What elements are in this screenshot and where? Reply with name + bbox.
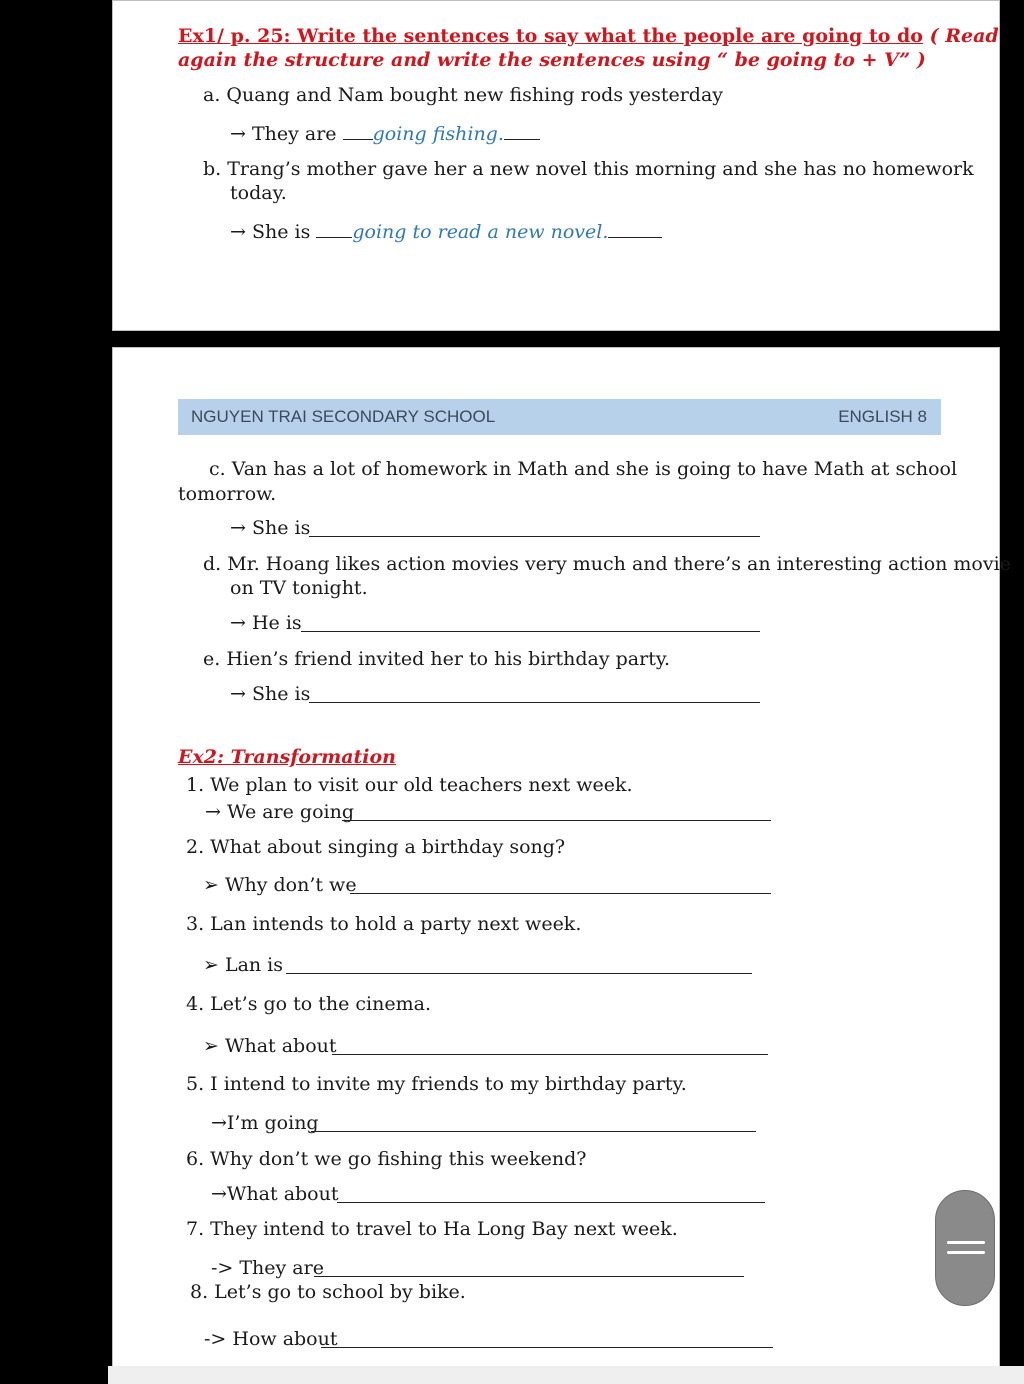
ex2-title: Ex2: Transformation xyxy=(178,746,396,768)
ex1-item-e-prompt: e. Hien’s friend invited her to his birthday party. xyxy=(203,648,671,670)
ex2-item-2-question: 2. What about singing a birthday song? xyxy=(186,836,566,858)
ex1-item-c-prompt: c. Van has a lot of homework in Math and she is going to have Math at school xyxy=(209,458,958,480)
answer-blank xyxy=(504,121,540,140)
school-name: NGUYEN TRAI SECONDARY SCHOOL xyxy=(191,407,496,426)
answer-blank xyxy=(311,1131,756,1132)
page-header-bar xyxy=(178,399,941,435)
ex1-item-c-prompt-line2: tomorrow. xyxy=(178,483,277,505)
handle-grip-icon xyxy=(947,1251,985,1254)
answer-blank xyxy=(309,536,760,537)
answer-blank xyxy=(286,973,752,974)
answer-blank xyxy=(343,121,373,140)
ex2-item-7-question: 7. They intend to travel to Ha Long Bay next week. xyxy=(186,1218,678,1240)
ex1-title xyxy=(178,24,999,48)
ex1-title-line2: again the structure and write the sentences using “ be going to + V” ) xyxy=(178,49,926,71)
answer-blank xyxy=(314,1276,744,1277)
answer-blank xyxy=(337,1202,765,1203)
ex1-item-e-answer: → She is xyxy=(230,683,311,705)
ex1-title-note: ( Read xyxy=(922,25,999,47)
ex1-item-b-answer xyxy=(230,219,662,244)
ex1-item-d-answer: → He is xyxy=(230,612,302,634)
ex2-item-1-question: 1. We plan to visit our old teachers next week. xyxy=(186,774,633,796)
ex1-item-c-answer: → She is xyxy=(230,517,311,539)
answer-blank xyxy=(309,702,760,703)
page-bottom-strip xyxy=(108,1366,1024,1384)
ex1-item-a-prompt: a. Quang and Nam bought new fishing rods yesterday xyxy=(203,84,724,106)
answer-blank xyxy=(350,893,771,894)
answer-blank xyxy=(342,820,771,821)
ex2-item-3-question: 3. Lan intends to hold a party next week. xyxy=(186,913,582,935)
ex1-title-main: Ex1/ p. 25: Write the sentences to say what the people are going to do xyxy=(178,25,923,47)
answer-prefix: → She is xyxy=(230,221,317,243)
ex2-item-3-answer: ➢ Lan is xyxy=(203,954,284,976)
ex2-item-1-answer: → We are going xyxy=(205,801,354,823)
scroll-handle[interactable] xyxy=(935,1190,995,1306)
ex2-item-2-answer: ➢ Why don’t we xyxy=(203,874,357,896)
ex1-item-d-prompt-line2: on TV tonight. xyxy=(230,577,368,599)
answer-filled: going to read a new novel. xyxy=(352,221,609,243)
handle-grip-icon xyxy=(947,1241,985,1244)
answer-blank xyxy=(321,1347,773,1348)
ex1-item-b-prompt: b. Trang’s mother gave her a new novel this morning and she has no homework xyxy=(203,158,974,180)
ex2-item-7-answer: -> They are xyxy=(211,1257,324,1279)
subject-name: ENGLISH 8 xyxy=(838,407,927,426)
answer-blank xyxy=(332,1054,768,1055)
ex2-item-6-question: 6. Why don’t we go fishing this weekend? xyxy=(186,1148,587,1170)
ex2-item-5-question: 5. I intend to invite my friends to my birthday party. xyxy=(186,1073,687,1095)
ex2-item-4-answer: ➢ What about xyxy=(203,1035,337,1057)
ex2-item-4-question: 4. Let’s go to the cinema. xyxy=(186,993,431,1015)
ex1-item-a-answer xyxy=(230,121,540,146)
ex2-item-8-answer: -> How about xyxy=(204,1328,338,1350)
ex1-item-b-prompt-line2: today. xyxy=(230,182,287,204)
ex1-item-d-prompt: d. Mr. Hoang likes action movies very much and there’s an interesting action movie xyxy=(203,553,1011,575)
answer-blank xyxy=(608,219,662,238)
answer-blank xyxy=(316,219,352,238)
answer-prefix: → They are xyxy=(230,123,343,145)
ex2-item-8-question: 8. Let’s go to school by bike. xyxy=(190,1281,466,1303)
ex2-item-6-answer: →What about xyxy=(211,1183,339,1205)
answer-blank xyxy=(301,631,760,632)
answer-filled: going fishing. xyxy=(372,123,504,145)
ex2-item-5-answer: →I’m going xyxy=(211,1112,319,1134)
